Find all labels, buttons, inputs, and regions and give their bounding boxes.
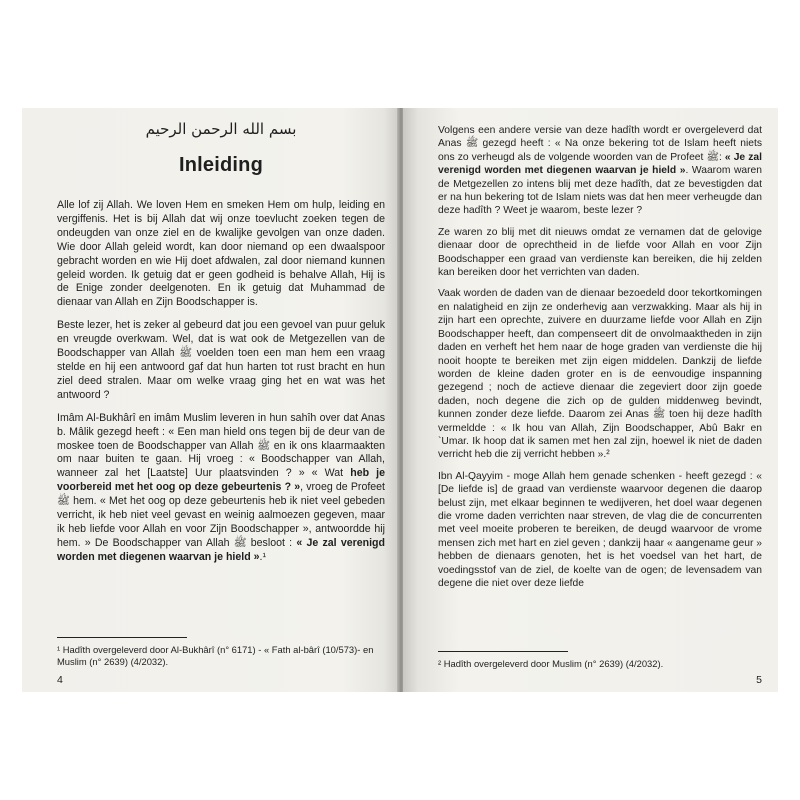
footnote-separator	[438, 651, 568, 652]
paragraph-5: Ze waren zo blij met dit nieuws omdat ze vernamen dat de gelovige dienaar door de oprechtheid in de liefde voor Allah en voor Zijn Boodschapper een graad van verdienste kan bereiken, die hij zelden kan bereiken door het verrichten van daden.	[438, 226, 762, 279]
chapter-heading: Inleiding	[178, 154, 264, 176]
paragraph-3	[57, 412, 385, 565]
footnote-separator	[57, 637, 187, 638]
paragraph-3-bold-quote: « Je zal verenigd worden met diegenen waarvan je hield »	[57, 536, 385, 563]
paragraph-7: Ibn Al-Qayyim - moge Allah hem genade schenken - heeft gezegd : « [De liefde is] de graad van verdienste waarvoor degenen die daarop belust zijn, met elkaar beginnen te wedijveren, het doel waar degenen die vrome daden verrichten naar streven, de vlag die de concurrenten met veel moeite proberen te bereiken, de deugd waarvoor de vrome mensen zich met hart en ziel geven ; dankzij haar « aangename geur » hebben de dienaars genoten, het is het voedsel van het hart, de voedingsstof van de ziel, de koelte van de ogen; de levensadem van degene die niet over deze liefde	[438, 470, 762, 589]
paragraph-1: Alle lof zij Allah. We loven Hem en smeken Hem om hulp, leiding en vergiffenis. Het is bij Allah dat wij onze toevlucht zoeken tegen de ondeugden van onze ziel en de kwalijke gevolgen van onze daden. Wie door Allah geleid wordt, kan door niemand op een dwaalspoor gebracht worden en wie Hij doet afdwalen, zal door niemand kunnen geleid worden. Ik getuig dat er geen godheid is behalve Allah, Hij is de Enige zonder deelgenoten. En ik getuig dat Muhammad de dienaar van Allah en Zijn Boodschapper is.	[57, 199, 385, 309]
paragraph-4-text-cont: . Waarom waren de Metgezellen zo intens blij met deze hadîth, dat ze bevestigden dat er na hun bekering tot de Islam niets was dat hen meer verheugde dan deze hadîth ? Weet je waarom, beste lezer ?	[438, 165, 763, 217]
page-number-right: 5	[756, 674, 762, 686]
footnote-2: ² Hadîth overgeleverd door Muslim (n° 2639) (4/2032).	[438, 658, 664, 669]
paragraph-4-bold: « Je zal verenigd worden met diegenen waarvan je hield »	[438, 151, 762, 177]
right-page-text	[438, 108, 762, 590]
paragraph-4	[438, 124, 762, 218]
paragraph-6: Vaak worden de daden van de dienaar bezoedeld door tekortkomingen en nalatigheid en zijn ze onderhevig aan verzwakking. Maar als hij in zijn hart een oprechte, zuivere en duurzame liefde voor Allah en Zijn Boodschapper heeft, dan compenseert dit de onvolmaaktheden in zijn daden en verheft het hem naar de hoge graden van verdienste die hij nooit hoopte te bereiken met zijn eigen middelen. Dankzij de liefde worden de kleine daden groter en is de eenvoudige inspanning gezegend ; noch de actieve dienaar die zegeviert door zijn goede daden, noch degene die zich op de gulden middenweg bevindt, kunnen zonder deze liefde. Daarom zei Anas ﷺ toen hij deze hadîth vermeldde : « Ik hou van Allah, Zijn Boodschapper, Abû Bakr en `Umar. Ik hoop dat ik samen met hen zal zijn, hoewel ik niet de daden verricht heb die zij verricht hebben ».²	[438, 288, 762, 461]
left-footnote-area	[57, 627, 385, 668]
basmala-arabic: بسم الله الرحمن الرحيم	[145, 120, 297, 138]
paragraph-3-text: Imâm Al-Bukhârî en imâm Muslim leveren in hun sahîh over dat Anas b. Mâlik gezegd heeft : « Een man hield ons tegen bij de deur van de moskee toen de Boodschapper van Allah ﷺ en ik ons klaarmaakten om naar buiten te gaan. Hij vroeg : « Boodschapper van Allah, wanneer zal het [Laatste] Uur plaatsvinden ? » « Wat	[57, 411, 386, 480]
paragraph-2: Beste lezer, het is zeker al gebeurd dat jou een gevoel van puur geluk en vreugde overkwam. Wel, dat is wat ook de Metgezellen van de Boodschapper van Allah ﷺ voelden toen een man hem een vraag stelde en hij een antwoord gaf dat hun harten tot rust bracht en hun ziel deed stralen. Maar om welke vraag ging het en wat was het antwoord ?	[57, 319, 385, 401]
paragraph-3-text-cont: , vroeg de Profeet ﷺ hem. « Met het oog op deze gebeurtenis heb ik niet veel gebeden verricht, ik heb niet veel gevast en weinig aalmoezen gegeven, maar ik heb liefde voor Allah en voor Zijn Boodschapper », antwoordde hij hem. » De Boodschapper van Allah ﷺ besloot :	[57, 481, 386, 549]
paragraph-4-text: Volgens een andere versie van deze hadîth wordt er overgeleverd dat Anas ﷺ gezegd heeft : « Na onze bekering tot de Islam heeft niets ons zo verheugd als de volgende woorden van de Profeet ﷺ:	[438, 125, 762, 163]
right-footnote-area	[438, 641, 762, 670]
footnote-1: ¹ Hadîth overgeleverd door Al-Bukhârî (n° 6171) - « Fath al-bârî (10/573)- en Muslim (n° 2639) (4/2032).	[57, 644, 374, 667]
paragraph-3-footnote-ref: .¹	[259, 550, 267, 563]
right-page	[403, 108, 778, 692]
page-number-left: 4	[57, 674, 63, 686]
paragraph-3-bold: heb je voorbereid met het oog op deze gebeurtenis ? »	[57, 467, 385, 494]
left-page	[22, 108, 399, 692]
